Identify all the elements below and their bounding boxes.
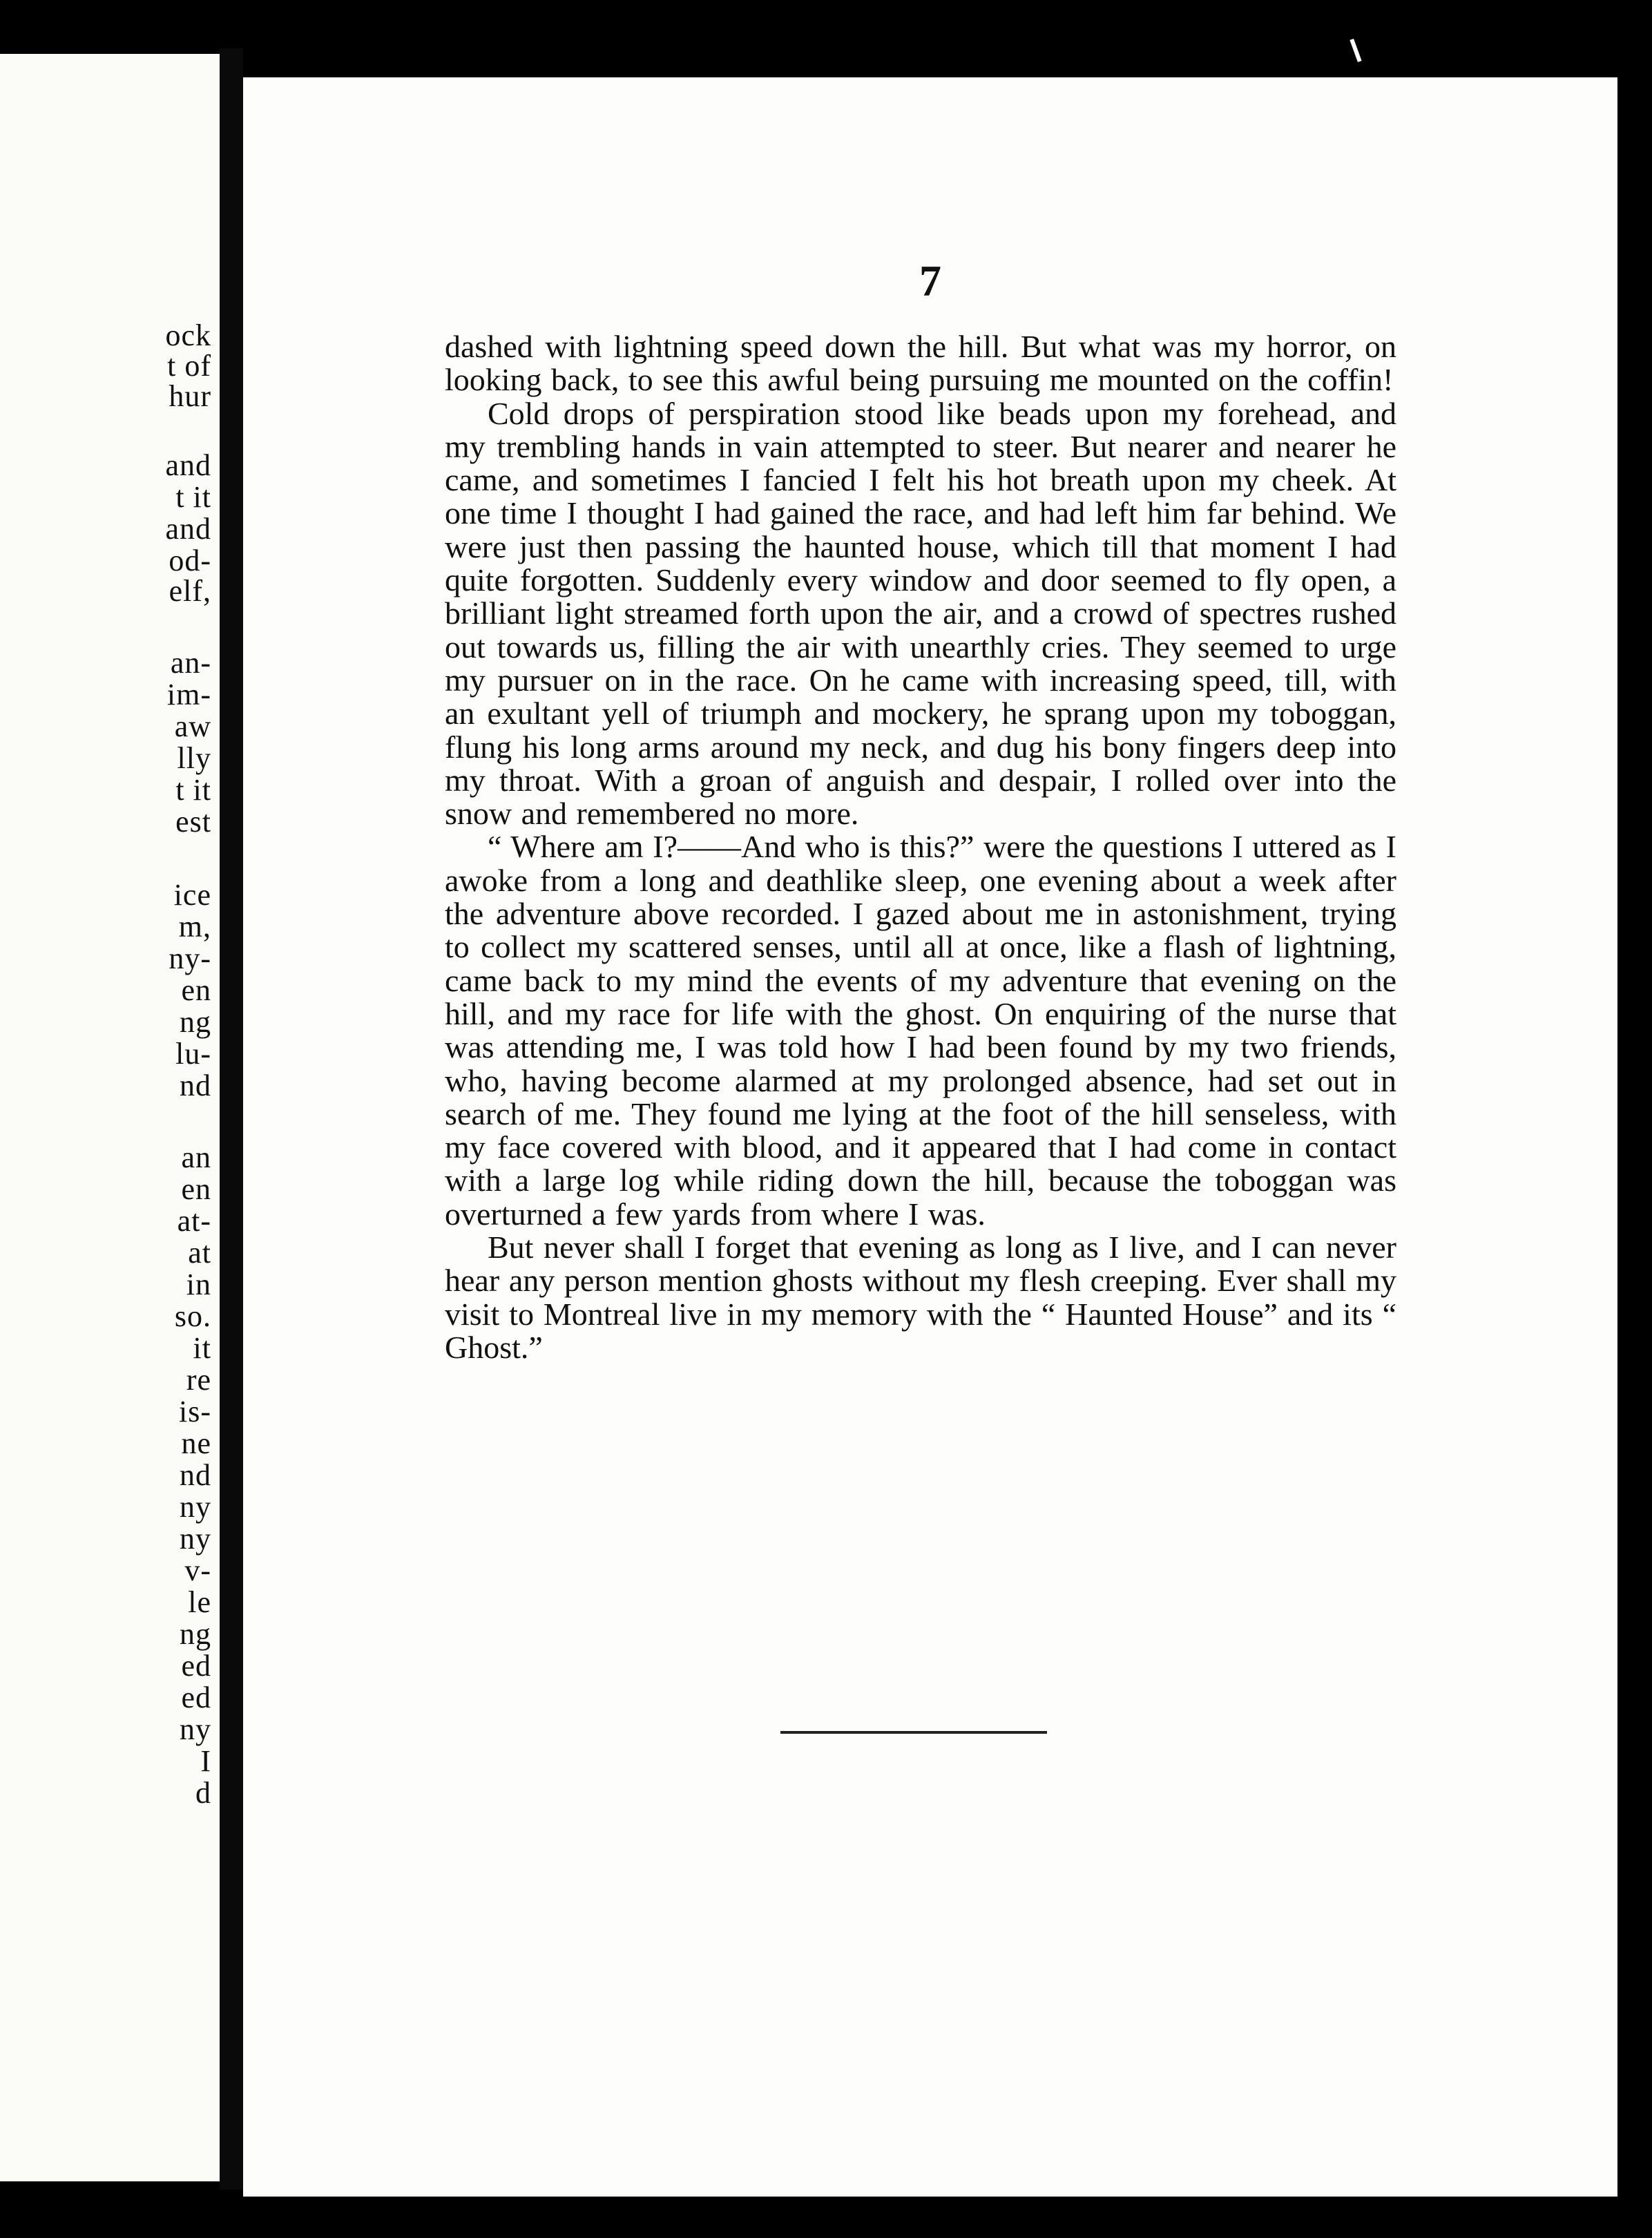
facing-page-line: at- bbox=[177, 1204, 211, 1238]
facing-page-line: le bbox=[188, 1585, 211, 1619]
facing-page-line: lly bbox=[177, 741, 211, 775]
facing-page-line: ock bbox=[165, 318, 211, 352]
facing-page-line: im- bbox=[166, 678, 211, 711]
facing-page-line: hur bbox=[169, 379, 211, 413]
paragraph: Cold drops of perspiration stood like beads upon my forehead, and my trembling hands in vain attempted to steer. But nearer and nearer he came, and sometimes I fancied I felt his hot breath upon my cheek. At one time I thought I had gained the race, and had left him far behind. We were just then passing the haunted house, which till that moment I had quite forgotten. Suddenly every window and door seemed to fly open, a brilliant light streamed forth upon the air, and a crowd of spectres rushed out towards us, filling the air with unearthly cries. They seemed to urge my pursuer on in the race. On he came with increasing speed, till, with an exultant yell of triumph and mockery, he sprang upon my toboggan, flung his long arms around my neck, and dug his bony fingers deep into my throat. With a groan of anguish and despair, I rolled over into the snow and remembered no more. bbox=[445, 395, 1396, 832]
facing-page-line: od- bbox=[169, 544, 211, 577]
facing-page-line: an bbox=[181, 1140, 211, 1174]
facing-page-line: ny- bbox=[169, 941, 211, 975]
paragraph: But never shall I forget that evening as long as I live, and I can never hear any person mention ghosts without my flesh creeping. Ever shall my visit to Montreal live in my memory with the “ Haunted House” and its “ Ghost.” bbox=[445, 1230, 1396, 1365]
facing-page-line: t of bbox=[167, 349, 211, 383]
facing-page-line: it bbox=[193, 1331, 211, 1365]
facing-page-line: v- bbox=[184, 1553, 211, 1587]
paragraph: dashed with lightning speed down the hill. But what was my horror, on looking back, to see this awful being pursuing me mounted on the coffin! bbox=[445, 329, 1396, 398]
facing-page-line: aw bbox=[174, 709, 211, 743]
facing-page-line: in bbox=[186, 1268, 211, 1301]
facing-page-line: so. bbox=[174, 1299, 211, 1333]
facing-page-line: lu- bbox=[175, 1037, 211, 1071]
facing-page-line: d bbox=[195, 1776, 211, 1810]
facing-page-line: and bbox=[165, 448, 211, 482]
facing-page-line: t it bbox=[175, 480, 211, 514]
facing-page-line: and bbox=[165, 512, 211, 546]
facing-page-line: ng bbox=[180, 1005, 211, 1039]
facing-page-edge bbox=[0, 54, 220, 2181]
facing-page-line: re bbox=[186, 1363, 211, 1397]
facing-page-line: ne bbox=[181, 1426, 211, 1460]
closing-rule bbox=[780, 1731, 1047, 1734]
facing-page-line: en bbox=[181, 973, 211, 1007]
book-gutter bbox=[220, 48, 243, 2190]
facing-page-line: an- bbox=[170, 646, 211, 680]
facing-page-line: ed bbox=[181, 1681, 211, 1714]
page-body bbox=[445, 330, 1396, 1364]
facing-page-line: nd bbox=[180, 1069, 211, 1102]
facing-page-line: ny bbox=[180, 1522, 211, 1556]
scan-artifact bbox=[1350, 39, 1361, 62]
page-number: 7 bbox=[919, 256, 941, 305]
facing-page-line: ice bbox=[173, 878, 211, 912]
paragraph: “ Where am I?——And who is this?” were the questions I uttered as I awoke from a long and deathlike sleep, one evening about a week after the adventure above recorded. I gazed about me in astonishment, trying to collect my scattered senses, until all at once, like a flash of lightning, came back to my mind the events of my adventure that evening on the hill, and my race for life with the ghost. On enquiring of the nurse that was attending me, I was told how I had been found by my two friends, who, having become alarmed at my prolonged absence, had set out in search of me. They found me lying at the foot of the hill senseless, with my face covered with blood, and it appeared that I had come in contact with a large log while riding down the hill, because the toboggan was overturned a few yards from where I was. bbox=[445, 829, 1396, 1232]
facing-page-line: est bbox=[175, 805, 211, 839]
facing-page-line: ng bbox=[180, 1617, 211, 1651]
facing-page-line: elf, bbox=[169, 574, 211, 608]
facing-page-line: nd bbox=[180, 1458, 211, 1492]
facing-page-line: en bbox=[181, 1172, 211, 1206]
facing-page-line: at bbox=[188, 1236, 211, 1270]
facing-page-line: is- bbox=[179, 1395, 211, 1428]
book-page bbox=[243, 77, 1617, 2197]
facing-page-line: t it bbox=[175, 773, 211, 807]
facing-page-line: I bbox=[200, 1744, 211, 1778]
facing-page-line: ny bbox=[180, 1712, 211, 1746]
facing-page-line: ny bbox=[180, 1490, 211, 1524]
facing-page-line: ed bbox=[181, 1649, 211, 1683]
facing-page-line: m, bbox=[178, 910, 211, 944]
